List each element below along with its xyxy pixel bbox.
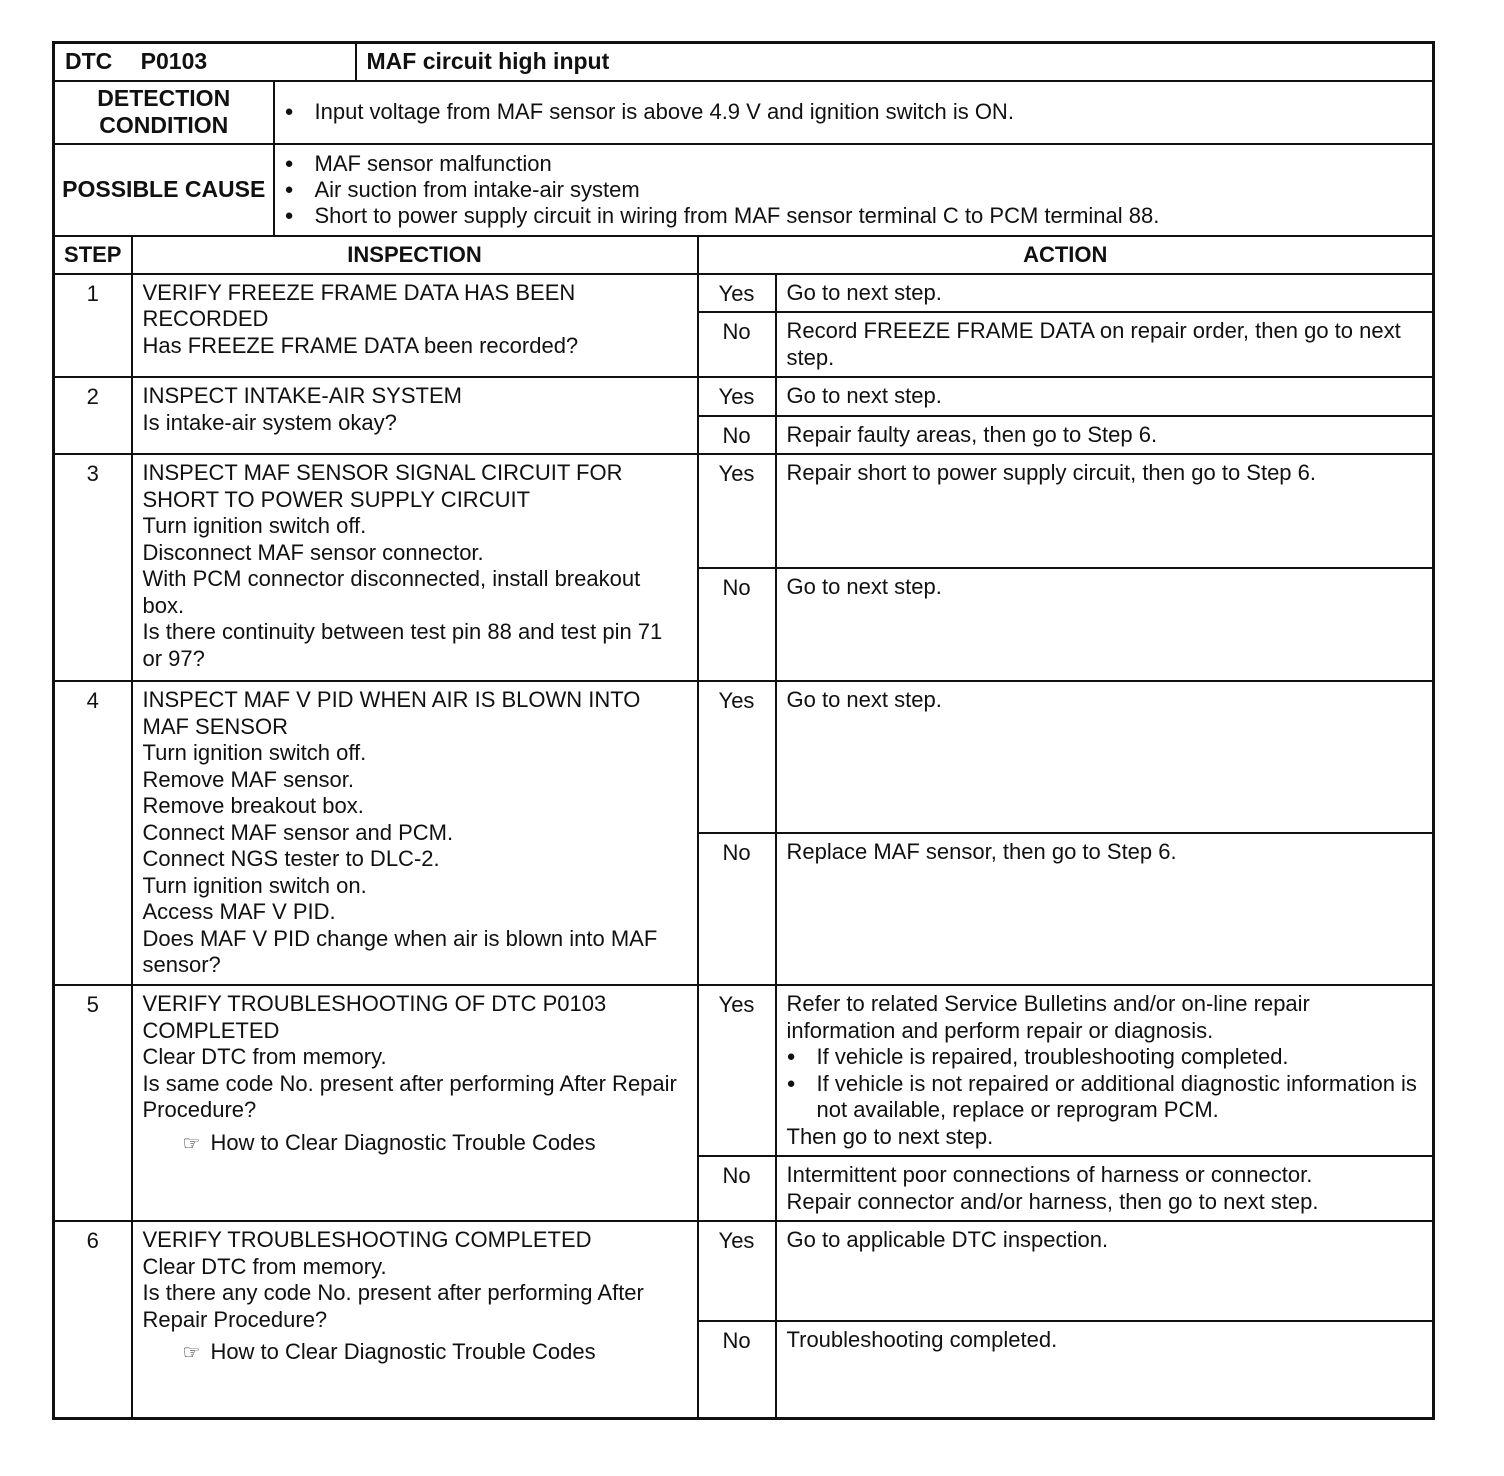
action-line: Intermittent poor connections of harness or connector. bbox=[786, 1162, 1313, 1187]
inspection-line: VERIFY TROUBLESHOOTING COMPLETED bbox=[142, 1227, 592, 1252]
dtc-title: MAF circuit high input bbox=[356, 43, 1434, 81]
pointing-hand-icon: ☞ bbox=[182, 1342, 201, 1364]
no-action: Replace MAF sensor, then go to Step 6. bbox=[776, 833, 1434, 985]
cause-row bbox=[54, 144, 1434, 236]
yes-label: Yes bbox=[698, 1221, 776, 1321]
inspection-line: Turn ignition switch on. bbox=[142, 872, 367, 898]
cause-label-text: POSSIBLE CAUSE bbox=[62, 176, 266, 202]
col-inspection: INSPECTION bbox=[132, 236, 698, 274]
no-action: Repair faulty areas, then go to Step 6. bbox=[776, 416, 1434, 455]
step-inspection bbox=[132, 681, 698, 985]
inspection-line: Is same code No. present after performing After Repair Procedure? bbox=[142, 1070, 677, 1122]
step-number: 2 bbox=[54, 377, 132, 454]
step-inspection bbox=[132, 985, 698, 1221]
no-action bbox=[776, 1156, 1434, 1221]
yes-action: Go to next step. bbox=[776, 681, 1434, 833]
col-action: ACTION bbox=[698, 236, 1434, 274]
detection-label bbox=[54, 81, 274, 144]
inspection-line: Turn ignition switch off. bbox=[142, 513, 367, 538]
inspection-line: Does MAF V PID change when air is blown into MAF sensor? bbox=[142, 925, 658, 977]
inspection-line: Turn ignition switch off. bbox=[142, 740, 367, 765]
reference-text: How to Clear Diagnostic Trouble Codes bbox=[210, 1339, 596, 1364]
yes-label: Yes bbox=[698, 985, 776, 1156]
dtc-code-cell bbox=[54, 43, 356, 81]
detection-content bbox=[274, 81, 1434, 144]
no-label: No bbox=[698, 1156, 776, 1221]
cause-item: ● MAF sensor malfunction bbox=[275, 151, 1433, 177]
table-row bbox=[54, 985, 1434, 1156]
step-inspection bbox=[132, 454, 698, 681]
step-number: 5 bbox=[54, 985, 132, 1221]
yes-action: Go to applicable DTC inspection. bbox=[776, 1221, 1434, 1321]
yes-label: Yes bbox=[698, 454, 776, 568]
inspection-line: Connect MAF sensor and PCM. bbox=[142, 819, 454, 845]
no-label: No bbox=[698, 416, 776, 455]
dtc-table bbox=[52, 41, 1435, 1420]
step-number: 1 bbox=[54, 274, 132, 378]
step-number: 6 bbox=[54, 1221, 132, 1418]
action-item: ● If vehicle is repaired, troubleshooting completed. bbox=[787, 1044, 1423, 1071]
inspection-line: VERIFY FREEZE FRAME DATA HAS BEEN RECORDED bbox=[142, 279, 576, 331]
inspection-line: Has FREEZE FRAME DATA been recorded? bbox=[142, 332, 579, 358]
no-action: Troubleshooting completed. bbox=[776, 1321, 1434, 1418]
reference-link[interactable] bbox=[143, 1130, 687, 1158]
reference-text: How to Clear Diagnostic Trouble Codes bbox=[210, 1129, 596, 1155]
inspection-line: Remove MAF sensor. bbox=[142, 766, 355, 792]
inspection-line: INSPECT MAF SENSOR SIGNAL CIRCUIT FOR SHORT TO POWER SUPPLY CIRCUIT bbox=[142, 460, 623, 512]
inspection-line: Clear DTC from memory. bbox=[142, 1044, 387, 1069]
no-label: No bbox=[698, 568, 776, 681]
table-row bbox=[54, 377, 1434, 416]
no-label: No bbox=[698, 312, 776, 377]
action-line: Repair connector and/or harness, then go to next step. bbox=[786, 1188, 1319, 1214]
detection-list bbox=[275, 99, 1433, 125]
step-inspection bbox=[132, 274, 698, 378]
step-inspection bbox=[132, 1221, 698, 1418]
cause-item: ● Short to power supply circuit in wiring from MAF sensor terminal C to PCM terminal 88. bbox=[275, 203, 1433, 229]
action-item: ● If vehicle is not repaired or additional diagnostic information is not available, replace or reprogram PCM. bbox=[787, 1071, 1423, 1124]
action-list bbox=[787, 1044, 1423, 1124]
inspection-line: INSPECT MAF V PID WHEN AIR IS BLOWN INTO MAF SENSOR bbox=[142, 687, 641, 739]
table-row bbox=[54, 1221, 1434, 1321]
yes-action: Go to next step. bbox=[776, 274, 1434, 313]
no-label: No bbox=[698, 833, 776, 985]
col-step: STEP bbox=[54, 236, 132, 274]
step-number: 3 bbox=[54, 454, 132, 681]
yes-label: Yes bbox=[698, 681, 776, 833]
yes-action: Go to next step. bbox=[776, 377, 1434, 416]
yes-action bbox=[776, 985, 1434, 1156]
action-line: Refer to related Service Bulletins and/or on-line repair information and perform repair or diagnosis. bbox=[786, 991, 1310, 1043]
inspection-line: Access MAF V PID. bbox=[142, 899, 336, 924]
no-label: No bbox=[698, 1321, 776, 1418]
inspection-line: Disconnect MAF sensor connector. bbox=[142, 539, 484, 565]
cause-label bbox=[54, 144, 274, 236]
step-number: 4 bbox=[54, 681, 132, 985]
inspection-line: Clear DTC from memory. bbox=[142, 1253, 387, 1279]
inspection-line: With PCM connector disconnected, install breakout box. bbox=[142, 566, 641, 618]
cause-list bbox=[275, 151, 1433, 229]
reference-link[interactable] bbox=[143, 1339, 687, 1367]
inspection-line: VERIFY TROUBLESHOOTING OF DTC P0103 COMPLETED bbox=[142, 991, 607, 1043]
pointing-hand-icon: ☞ bbox=[182, 1132, 201, 1155]
no-action: Go to next step. bbox=[776, 568, 1434, 681]
table-row bbox=[54, 454, 1434, 568]
yes-label: Yes bbox=[698, 377, 776, 416]
action-line: Then go to next step. bbox=[786, 1123, 994, 1149]
detection-row bbox=[54, 81, 1434, 144]
cause-content bbox=[274, 144, 1434, 236]
step-inspection bbox=[132, 377, 698, 454]
inspection-line: INSPECT INTAKE-AIR SYSTEM bbox=[142, 383, 462, 408]
inspection-line: Connect NGS tester to DLC-2. bbox=[142, 846, 440, 871]
dtc-code: P0103 bbox=[140, 48, 208, 75]
yes-action: Repair short to power supply circuit, then go to Step 6. bbox=[776, 454, 1434, 568]
cause-item: ● Air suction from intake-air system bbox=[275, 177, 1433, 203]
table-row bbox=[54, 274, 1434, 313]
column-header-row bbox=[54, 236, 1434, 274]
dtc-header-row bbox=[54, 43, 1434, 81]
no-action: Record FREEZE FRAME DATA on repair order, then go to next step. bbox=[776, 312, 1434, 377]
detection-item: ● Input voltage from MAF sensor is above 4.9 V and ignition switch is ON. bbox=[275, 99, 1433, 125]
yes-label: Yes bbox=[698, 274, 776, 313]
inspection-line: Is there any code No. present after performing After Repair Procedure? bbox=[142, 1280, 644, 1332]
inspection-line: Is intake-air system okay? bbox=[142, 409, 397, 435]
table-row bbox=[54, 681, 1434, 833]
dtc-sheet bbox=[52, 41, 1432, 1420]
detection-label-text: DETECTION CONDITION bbox=[97, 85, 231, 138]
inspection-line: Remove breakout box. bbox=[142, 793, 364, 818]
dtc-label: DTC bbox=[65, 48, 113, 75]
inspection-line: Is there continuity between test pin 88 and test pin 71 or 97? bbox=[142, 619, 663, 671]
